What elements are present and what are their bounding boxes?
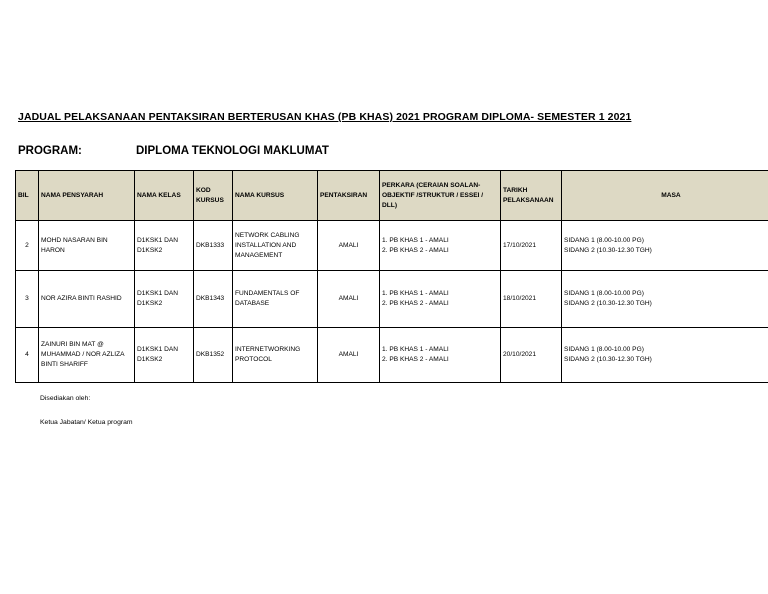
masa-line: SIDANG 2 (10.30-12.30 TGH): [564, 246, 652, 254]
cell-kod-kursus: DKB1343: [194, 271, 233, 328]
header-perkara: PERKARA (CERAIAN SOALAN- OBJEKTIF /STRUKTUR / ESSEI / DLL): [380, 171, 501, 221]
cell-perkara: [380, 221, 501, 271]
header-nama-kursus: NAMA KURSUS: [233, 171, 318, 221]
table-header-row: [16, 171, 768, 221]
table-row: [16, 221, 768, 271]
table-row: [16, 328, 768, 383]
perkara-line: 1. PB KHAS 1 - AMALI: [382, 346, 449, 353]
cell-nama-kelas: D1KSK1 DAN D1KSK2: [135, 271, 194, 328]
perkara-line: 1. PB KHAS 1 - AMALI: [382, 290, 449, 297]
signatory-label: Ketua Jabatan/ Ketua program: [40, 419, 133, 426]
masa-line: SIDANG 1 (8.00-10.00 PG): [564, 290, 644, 297]
cell-tarikh: 18/10/2021: [501, 271, 562, 328]
cell-nama-kelas: D1KSK1 DAN D1KSK2: [135, 328, 194, 383]
cell-masa: [562, 328, 768, 383]
masa-line: SIDANG 2 (10.30-12.30 TGH): [564, 356, 652, 363]
cell-nama-pensyarah: MOHD NASARAN BIN HARON: [39, 221, 135, 271]
cell-pentaksiran: AMALI: [318, 271, 380, 328]
cell-bil: 4: [16, 328, 39, 383]
document-title: JADUAL PELAKSANAAN PENTAKSIRAN BERTERUSAN KHAS (PB KHAS) 2021 PROGRAM DIPLOMA- SEMESTER 1 2021: [18, 111, 632, 123]
header-pentaksiran: PENTAKSIRAN: [318, 171, 380, 221]
masa-line: SIDANG 1 (8.00-10.00 PG): [564, 346, 644, 353]
cell-kod-kursus: DKB1352: [194, 328, 233, 383]
cell-perkara: [380, 328, 501, 383]
cell-masa: [562, 271, 768, 328]
cell-perkara: [380, 271, 501, 328]
perkara-line: 2. PB KHAS 2 - AMALI: [382, 356, 449, 363]
table-row: [16, 271, 768, 328]
cell-masa: [562, 221, 768, 271]
cell-bil: 2: [16, 221, 39, 271]
cell-pentaksiran: AMALI: [318, 328, 380, 383]
program-label: PROGRAM:: [18, 145, 82, 157]
cell-nama-kursus: FUNDAMENTALS OF DATABASE: [233, 271, 318, 328]
cell-nama-pensyarah: ZAINURI BIN MAT @ MUHAMMAD / NOR AZLIZA BINTI SHARIFF: [39, 328, 135, 383]
perkara-line: 2. PB KHAS 2 - AMALI: [382, 246, 449, 254]
header-bil: BIL: [16, 171, 39, 221]
cell-pentaksiran: AMALI: [318, 221, 380, 271]
prepared-by-label: Disediakan oleh:: [40, 395, 91, 402]
masa-line: SIDANG 2 (10.30-12.30 TGH): [564, 300, 652, 307]
cell-nama-pensyarah: NOR AZIRA BINTI RASHID: [39, 271, 135, 328]
program-name: DIPLOMA TEKNOLOGI MAKLUMAT: [136, 145, 329, 157]
header-nama-kelas: NAMA KELAS: [135, 171, 194, 221]
cell-nama-kelas: D1KSK1 DAN D1KSK2: [135, 221, 194, 271]
perkara-line: 1. PB KHAS 1 - AMALI: [382, 236, 449, 244]
masa-line: SIDANG 1 (8.00-10.00 PG): [564, 236, 644, 244]
cell-kod-kursus: DKB1333: [194, 221, 233, 271]
header-nama-pensyarah: NAMA PENSYARAH: [39, 171, 135, 221]
header-masa: MASA: [562, 171, 768, 221]
cell-tarikh: 17/10/2021: [501, 221, 562, 271]
cell-bil: 3: [16, 271, 39, 328]
header-kod-kursus: KOD KURSUS: [194, 171, 233, 221]
header-tarikh: TARIKH PELAKSANAAN: [501, 171, 562, 221]
cell-nama-kursus: NETWORK CABLING INSTALLATION AND MANAGEMENT: [233, 221, 318, 271]
perkara-line: 2. PB KHAS 2 - AMALI: [382, 300, 449, 307]
cell-tarikh: 20/10/2021: [501, 328, 562, 383]
schedule-table: [15, 170, 768, 383]
cell-nama-kursus: INTERNETWORKING PROTOCOL: [233, 328, 318, 383]
